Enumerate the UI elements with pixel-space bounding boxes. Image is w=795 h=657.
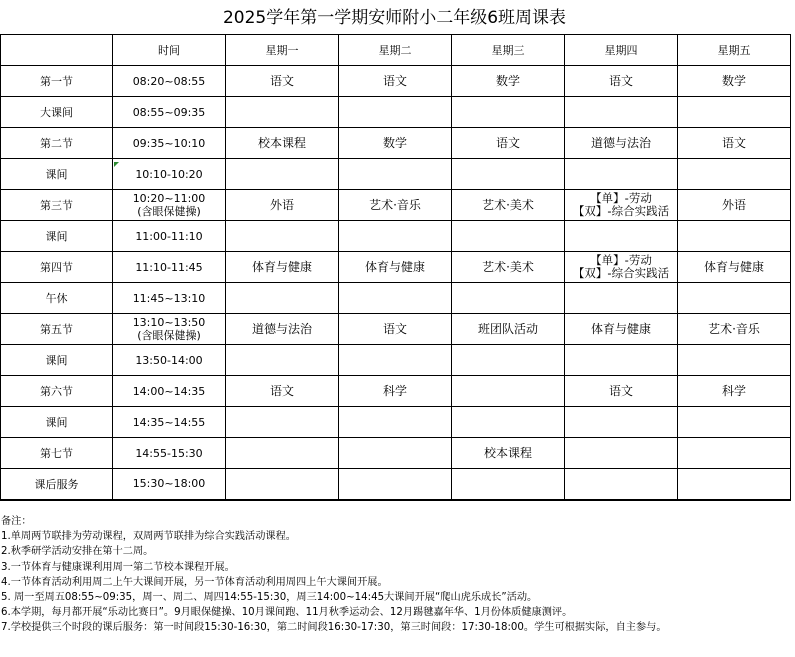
subject-cell <box>452 252 565 283</box>
time-range: 14:35~14:55 <box>132 415 206 429</box>
time-range: 15:30~18:00 <box>132 477 206 491</box>
subject-cell <box>678 376 791 407</box>
subject-cell <box>452 159 565 190</box>
subject-text: 体育与健康 <box>251 260 312 274</box>
subject-text: 道德与法治 <box>251 322 312 336</box>
table-row <box>1 314 791 345</box>
subject-cell <box>226 407 339 438</box>
subject-text: 语文 <box>721 136 746 150</box>
period-cell: 第六节 <box>1 376 113 407</box>
subject-text: 【双】-综合实践活 <box>572 204 670 218</box>
subject-cell <box>452 283 565 314</box>
subject-cell <box>678 97 791 128</box>
subject-cell <box>678 314 791 345</box>
subject-cell <box>226 128 339 159</box>
header-cell-blank <box>1 35 113 66</box>
subject-cell <box>678 159 791 190</box>
subject-text: 艺术·音乐 <box>708 322 760 336</box>
subject-cell <box>452 376 565 407</box>
subject-cell <box>452 221 565 252</box>
subject-cell <box>678 221 791 252</box>
header-row <box>1 35 791 66</box>
subject-cell <box>565 438 678 469</box>
subject-cell <box>226 66 339 97</box>
subject-cell <box>339 314 452 345</box>
subject-text: 道德与法治 <box>590 136 651 150</box>
note-line: 4.一节体育活动利用周二上午大课间开展，另一节体育活动利用周四上午大课间开展。 <box>1 576 388 588</box>
time-cell <box>113 66 226 97</box>
subject-cell <box>339 97 452 128</box>
time-range: 11:45~13:10 <box>132 291 206 305</box>
time-cell <box>113 469 226 500</box>
header-cell-wednesday: 星期三 <box>452 35 565 66</box>
subject-cell <box>678 283 791 314</box>
subject-cell <box>565 190 678 221</box>
note-line: 6.本学期，每月都开展“乐动比赛日”。9月眼保健操、10月课间跑、11月秋季运动会、12月踢毽嘉年华、1月份体质健康测评。 <box>1 607 573 619</box>
subject-text: 语文 <box>382 74 407 88</box>
subject-text: 语文 <box>269 74 294 88</box>
subject-text: 数学 <box>382 136 407 150</box>
time-range: 10:10-10:20 <box>135 167 203 181</box>
time-range: 08:55~09:35 <box>132 105 206 119</box>
table-row <box>1 159 791 190</box>
header-cell-friday: 星期五 <box>678 35 791 66</box>
note-line: 3.一节体育与健康课利用周一第二节校本课程开展。 <box>1 561 235 573</box>
subject-cell <box>226 438 339 469</box>
subject-cell <box>452 66 565 97</box>
header-cell-monday: 星期一 <box>226 35 339 66</box>
subject-cell <box>339 469 452 500</box>
subject-cell <box>226 97 339 128</box>
subject-cell <box>339 128 452 159</box>
table-row <box>1 66 791 97</box>
subject-cell <box>452 97 565 128</box>
table-row <box>1 190 791 221</box>
time-cell <box>113 221 226 252</box>
header-cell-tuesday: 星期二 <box>339 35 452 66</box>
subject-cell <box>226 376 339 407</box>
subject-cell <box>565 407 678 438</box>
subject-text: 【双】-综合实践活 <box>572 266 670 280</box>
subject-cell <box>452 469 565 500</box>
time-cell <box>113 438 226 469</box>
subject-text: 语文 <box>382 322 407 336</box>
period-cell: 午休 <box>1 283 113 314</box>
subject-cell <box>678 345 791 376</box>
table-row <box>1 469 791 500</box>
subject-text: 艺术·美术 <box>482 198 534 212</box>
table-row <box>1 345 791 376</box>
subject-text: 数学 <box>495 74 520 88</box>
table-row <box>1 252 791 283</box>
subject-cell <box>339 345 452 376</box>
table-row <box>1 283 791 314</box>
subject-cell <box>339 283 452 314</box>
subject-cell <box>565 252 678 283</box>
subject-cell <box>565 314 678 345</box>
table-row <box>1 128 791 159</box>
timetable-grid <box>0 34 791 501</box>
period-cell: 第一节 <box>1 66 113 97</box>
subject-text: 体育与健康 <box>590 322 651 336</box>
subject-text: 外语 <box>721 198 746 212</box>
subject-text: 数学 <box>721 74 746 88</box>
subject-cell <box>226 190 339 221</box>
subject-cell <box>452 407 565 438</box>
subject-cell <box>339 438 452 469</box>
period-cell: 大课间 <box>1 97 113 128</box>
subject-cell <box>339 376 452 407</box>
subject-cell <box>452 345 565 376</box>
period-cell: 第七节 <box>1 438 113 469</box>
table-row <box>1 438 791 469</box>
subject-cell <box>226 314 339 345</box>
subject-cell <box>452 128 565 159</box>
time-cell <box>113 407 226 438</box>
subject-cell <box>226 469 339 500</box>
subject-cell <box>565 66 678 97</box>
time-range: 13:10~13:50 <box>132 316 206 329</box>
time-range: 08:20~08:55 <box>132 74 206 88</box>
time-range: 14:00~14:35 <box>132 384 206 398</box>
period-cell: 课后服务 <box>1 469 113 500</box>
subject-cell <box>452 314 565 345</box>
subject-cell <box>678 252 791 283</box>
note-line: 5. 周一至周五08:55~09:35，周一、周二、周四14:55-15:30，周三14:00~14:45大课间开展“爬山虎乐成长”活动。 <box>1 592 538 604</box>
subject-cell <box>226 252 339 283</box>
subject-text: 外语 <box>269 198 294 212</box>
table-row <box>1 376 791 407</box>
subject-cell <box>339 252 452 283</box>
time-cell <box>113 97 226 128</box>
subject-cell <box>226 221 339 252</box>
header-cell-time: 时间 <box>113 35 226 66</box>
time-cell <box>113 314 226 345</box>
notes-heading: 备注： <box>1 516 32 527</box>
period-cell: 课间 <box>1 407 113 438</box>
subject-text: 科学 <box>721 384 746 398</box>
subject-text: 【单】-劳动 <box>590 253 652 267</box>
subject-cell <box>565 345 678 376</box>
note-line: 7.学校提供三个时段的课后服务：第一时间段15:30-16:30，第二时间段16:30-17:30，第三时间段：17:30-18:00。学生可根据实际，自主参与。 <box>1 622 667 634</box>
time-range: 09:35~10:10 <box>132 136 206 150</box>
subject-cell <box>565 221 678 252</box>
time-cell <box>113 376 226 407</box>
subject-cell <box>565 159 678 190</box>
time-cell <box>113 283 226 314</box>
subject-text: 校本课程 <box>257 136 306 150</box>
subject-cell <box>339 190 452 221</box>
subject-text: 艺术·音乐 <box>369 198 421 212</box>
note-line: 1.单周两节联排为劳动课程，双周两节联排为综合实践活动课程。 <box>1 531 296 543</box>
header-cell-thursday: 星期四 <box>565 35 678 66</box>
subject-text: 体育与健康 <box>364 260 425 274</box>
subject-cell <box>565 283 678 314</box>
time-cell <box>113 252 226 283</box>
time-note: (含眼保健操) <box>137 205 201 218</box>
time-note: (含眼保健操) <box>137 329 201 342</box>
cell-comment-marker <box>114 162 119 167</box>
note-line: 2.秋季研学活动安排在第十二周。 <box>1 546 154 558</box>
period-cell: 第三节 <box>1 190 113 221</box>
subject-text: 校本课程 <box>483 446 532 460</box>
subject-text: 【单】-劳动 <box>590 191 652 205</box>
time-range: 14:55-15:30 <box>135 446 203 460</box>
subject-text: 班团队活动 <box>477 322 538 336</box>
subject-cell <box>678 128 791 159</box>
subject-text: 体育与健康 <box>703 260 764 274</box>
subject-cell <box>565 469 678 500</box>
period-cell: 课间 <box>1 221 113 252</box>
time-cell <box>113 345 226 376</box>
subject-text: 语文 <box>495 136 520 150</box>
timetable-title: 2025学年第一学期安师附小二年级6班周课表 <box>222 8 567 28</box>
time-cell <box>113 128 226 159</box>
table-row <box>1 221 791 252</box>
time-cell <box>113 159 226 190</box>
time-range: 10:20~11:00 <box>132 192 206 205</box>
notes-section <box>1 514 793 636</box>
period-cell: 第四节 <box>1 252 113 283</box>
period-cell: 第二节 <box>1 128 113 159</box>
subject-cell <box>678 66 791 97</box>
period-cell: 课间 <box>1 345 113 376</box>
time-cell <box>113 190 226 221</box>
subject-cell <box>339 159 452 190</box>
subject-text: 语文 <box>269 384 294 398</box>
subject-cell <box>452 438 565 469</box>
subject-text: 艺术·美术 <box>482 260 534 274</box>
time-range: 11:00-11:10 <box>135 229 203 243</box>
subject-cell <box>339 66 452 97</box>
subject-cell <box>339 221 452 252</box>
subject-cell <box>565 97 678 128</box>
subject-cell <box>678 190 791 221</box>
subject-cell <box>678 469 791 500</box>
subject-cell <box>339 407 452 438</box>
period-cell: 课间 <box>1 159 113 190</box>
subject-cell <box>678 438 791 469</box>
subject-cell <box>452 190 565 221</box>
subject-text: 科学 <box>382 384 407 398</box>
subject-cell <box>565 128 678 159</box>
table-row <box>1 407 791 438</box>
period-cell: 第五节 <box>1 314 113 345</box>
subject-cell <box>226 159 339 190</box>
subject-cell <box>678 407 791 438</box>
subject-cell <box>226 283 339 314</box>
subject-text: 语文 <box>608 74 633 88</box>
subject-cell <box>226 345 339 376</box>
time-range: 13:50-14:00 <box>135 353 203 367</box>
time-range: 11:10-11:45 <box>135 260 203 274</box>
subject-text: 语文 <box>608 384 633 398</box>
subject-cell <box>565 376 678 407</box>
table-row <box>1 97 791 128</box>
